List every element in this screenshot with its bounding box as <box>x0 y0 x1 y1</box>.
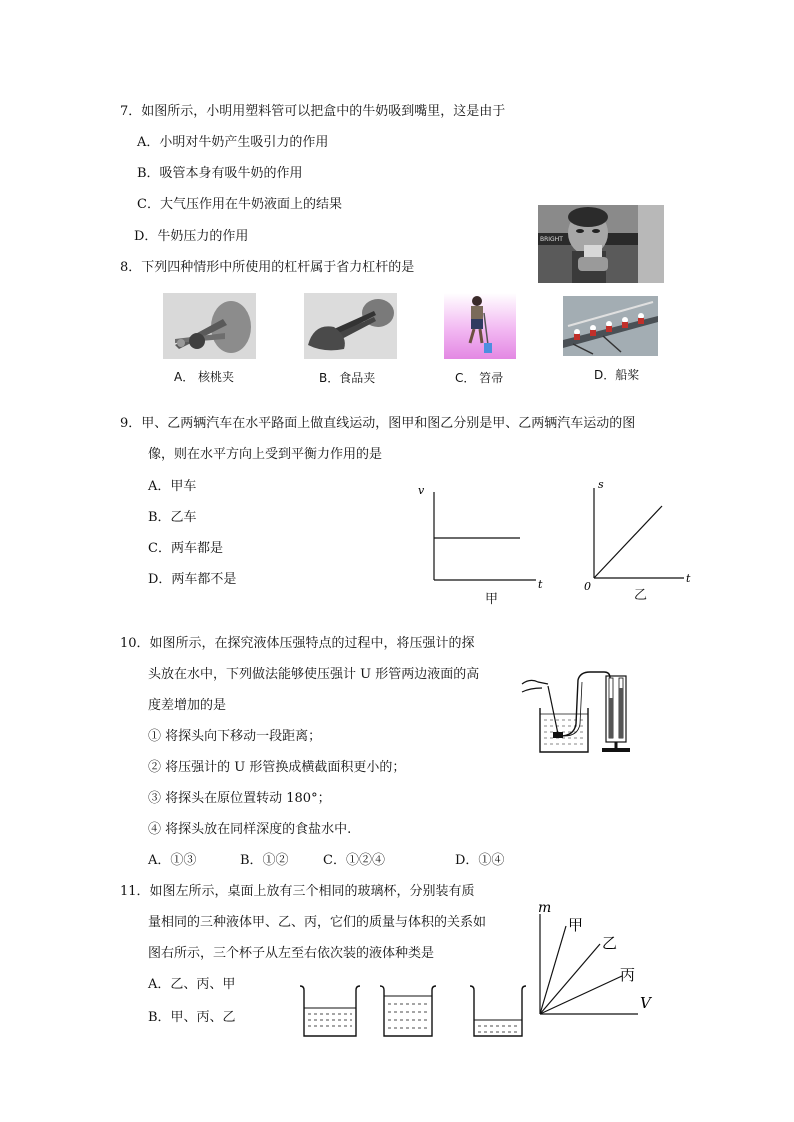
q7-stem: 7．如图所示，小明用塑料管可以把盒中的牛奶吸到嘴里，这是由于 <box>120 104 506 119</box>
beaker-left <box>300 986 360 1036</box>
q10-option-a: A．①③ <box>148 853 197 868</box>
q9-option-b: B．乙车 <box>148 510 197 525</box>
distance-time-graph <box>578 478 698 598</box>
q10-item-4: ④ 将探头放在同样深度的食盐水中. <box>148 822 352 837</box>
line-bing <box>540 976 622 1014</box>
s-axis-label: s <box>598 478 604 491</box>
rowing-boat-photo <box>563 296 658 356</box>
velocity-time-graph <box>408 480 548 600</box>
q7-option-d: D．牛奶压力的作用 <box>134 229 249 244</box>
q10-option-d: D．①④ <box>455 853 505 868</box>
line-jia <box>540 926 566 1014</box>
food-tongs-photo <box>304 293 397 359</box>
q10-option-b: B．①② <box>240 853 289 868</box>
t-axis-label-yi: t <box>686 572 691 585</box>
q11-option-a: A．乙、丙、甲 <box>148 977 236 992</box>
t-axis-label-jia: t <box>538 578 543 591</box>
boy-drinking-milk-photo <box>538 205 664 283</box>
q10-item-3: ③ 将探头在原位置转动 180°； <box>148 791 331 806</box>
line-yi <box>540 944 600 1014</box>
label-bing: 丙 <box>620 966 636 984</box>
liquid-pressure-gauge-diagram <box>520 664 640 756</box>
beaker-right <box>470 986 526 1036</box>
q10-option-c: C．①②④ <box>323 853 385 868</box>
origin-label: 0 <box>584 580 591 593</box>
q10-stem-line3: 度差增加的是 <box>148 698 227 713</box>
beaker-middle <box>380 986 436 1036</box>
v-axis-label: v <box>418 484 425 497</box>
proportional-distance-line <box>594 506 662 578</box>
q7-option-b: B．吸管本身有吸牛奶的作用 <box>137 166 303 181</box>
three-glass-beakers <box>296 982 526 1042</box>
q7-option-c: C．大气压作用在牛奶液面上的结果 <box>137 197 342 212</box>
broom-photo <box>444 293 516 359</box>
label-jia: 甲 <box>568 916 584 934</box>
q7-option-a: A．小明对牛奶产生吸引力的作用 <box>137 135 329 150</box>
q8-caption-d: D．船桨 <box>594 368 640 382</box>
q10-stem-line2: 头放在水中，下列做法能够使压强计 U 形管两边液面的高 <box>148 667 480 682</box>
q8-stem: 8．下列四种情形中所使用的杠杆属于省力杠杆的是 <box>120 260 415 275</box>
q8-caption-a: A． 核桃夹 <box>174 370 235 384</box>
q8-caption-c: C． 笤帚 <box>455 371 504 385</box>
mass-volume-graph <box>530 902 660 1022</box>
q9-stem-line2: 像，则在水平方向上受到平衡力作用的是 <box>148 447 383 462</box>
q9-option-d: D．两车都不是 <box>148 572 237 587</box>
q11-option-b: B．甲、丙、乙 <box>148 1010 236 1025</box>
q10-stem-line1: 10．如图所示，在探究液体压强特点的过程中，将压强计的探 <box>120 636 475 651</box>
v-axis-label-mv: V <box>640 994 651 1012</box>
q10-item-2: ② 将压强计的 U 形管换成横截面积更小的； <box>148 760 406 775</box>
q11-stem-line1: 11．如图左所示，桌面上放有三个相同的玻璃杯，分别装有质 <box>120 884 475 899</box>
label-yi: 乙 <box>602 934 618 952</box>
q11-stem-line3: 图右所示，三个杯子从左至右依次装的液体种类是 <box>148 946 435 961</box>
nutcracker-photo <box>163 293 256 359</box>
graph-jia-caption: 甲 <box>485 592 499 607</box>
graph-yi-caption: 乙 <box>634 588 648 603</box>
q8-caption-b: B．食品夹 <box>319 371 376 385</box>
q11-stem-line2: 量相同的三种液体甲、乙、丙，它们的质量与体积的关系如 <box>148 915 487 930</box>
m-axis-label: m <box>538 900 552 916</box>
q9-option-c: C．两车都是 <box>148 541 223 556</box>
q9-option-a: A．甲车 <box>148 479 197 494</box>
photo-sign-text: BRIGHT <box>540 236 563 243</box>
q10-item-1: ① 将探头向下移动一段距离； <box>148 729 322 744</box>
q9-stem-line1: 9．甲、乙两辆汽车在水平路面上做直线运动，图甲和图乙分别是甲、乙两辆汽车运动的图 <box>120 416 636 431</box>
